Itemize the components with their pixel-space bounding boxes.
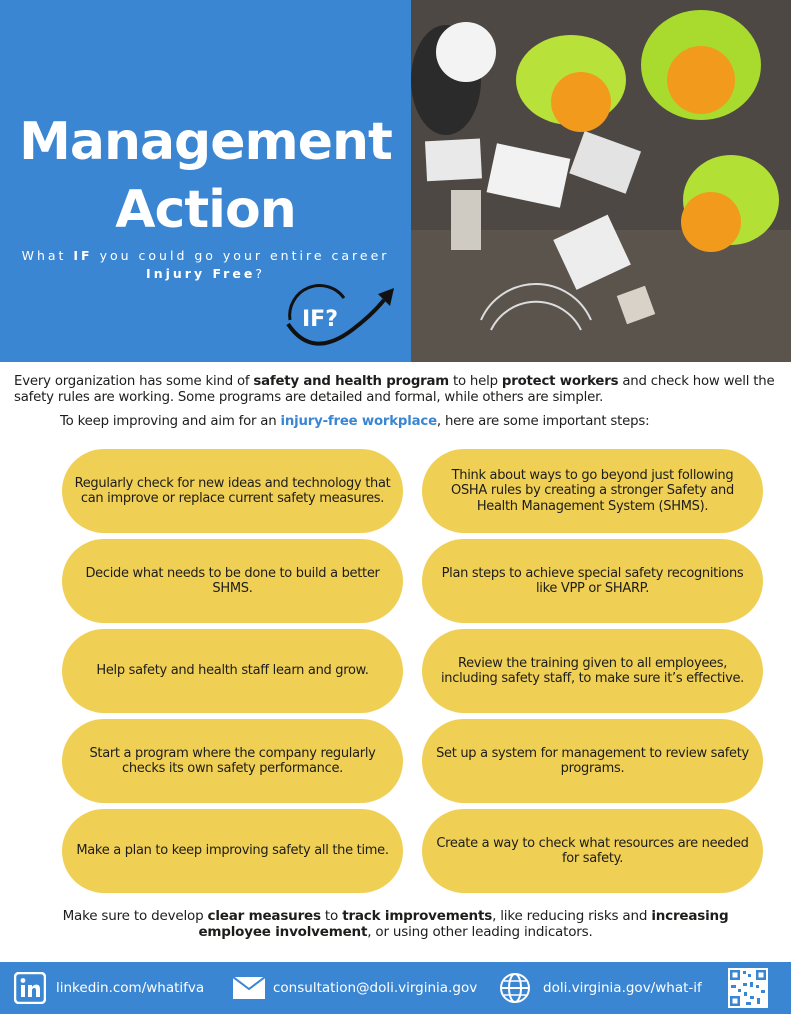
website-text: doli.virginia.gov/what-if: [543, 980, 702, 996]
step-card: Decide what needs to be done to build a better SHMS.: [62, 539, 403, 623]
step-card: Plan steps to achieve special safety recognitions like VPP or SHARP.: [422, 539, 763, 623]
step-card: Start a program where the company regularly checks its own safety performance.: [62, 719, 403, 803]
if-logo: [282, 280, 402, 355]
tagline-line2: Injury Free?: [146, 266, 265, 281]
step-card: Review the training given to all employees, including safety staff, to make sure it’s effective.: [422, 629, 763, 713]
linkedin-icon: [14, 972, 46, 1004]
if-logo-text: IF?: [302, 307, 338, 332]
website-link[interactable]: [499, 962, 702, 1014]
page-title-line2: Action: [115, 180, 296, 240]
intro-paragraph: Every organization has some kind of safety and health program to help protect workers and check how well the safety rules are working. Some programs are detailed and formal, while others are simpler.: [14, 374, 775, 405]
step-card: Set up a system for management to review safety programs.: [422, 719, 763, 803]
workers-photo: [411, 0, 791, 362]
qr-code[interactable]: [728, 968, 768, 1008]
envelope-icon: [233, 977, 265, 999]
footer-bar: [0, 962, 791, 1014]
linkedin-text: linkedin.com/whatifva: [56, 980, 205, 996]
step-card: Create a way to check what resources are needed for safety.: [422, 809, 763, 893]
step-card: Help safety and health staff learn and grow.: [62, 629, 403, 713]
closing-paragraph: Make sure to develop clear measures to track improvements, like reducing risks and increasing employee involvement, or using other leading indicators.: [62, 908, 729, 940]
step-card: Think about ways to go beyond just following OSHA rules by creating a stronger Safety and Health Management System (SHMS).: [422, 449, 763, 533]
page-title-line1: Management: [19, 112, 392, 172]
step-card: Regularly check for new ideas and technology that can improve or replace current safety measures.: [62, 449, 403, 533]
email-link[interactable]: [233, 962, 477, 1014]
linkedin-link[interactable]: [14, 962, 204, 1014]
globe-icon: [499, 972, 531, 1004]
email-text: consultation@doli.virginia.gov: [273, 980, 478, 996]
tagline-line1: What IF you could go your entire career: [21, 248, 390, 263]
step-card: Make a plan to keep improving safety all the time.: [62, 809, 403, 893]
intro-steps-lead: To keep improving and aim for an injury-free workplace, here are some important steps:: [60, 414, 650, 429]
hero-banner: [0, 0, 411, 362]
